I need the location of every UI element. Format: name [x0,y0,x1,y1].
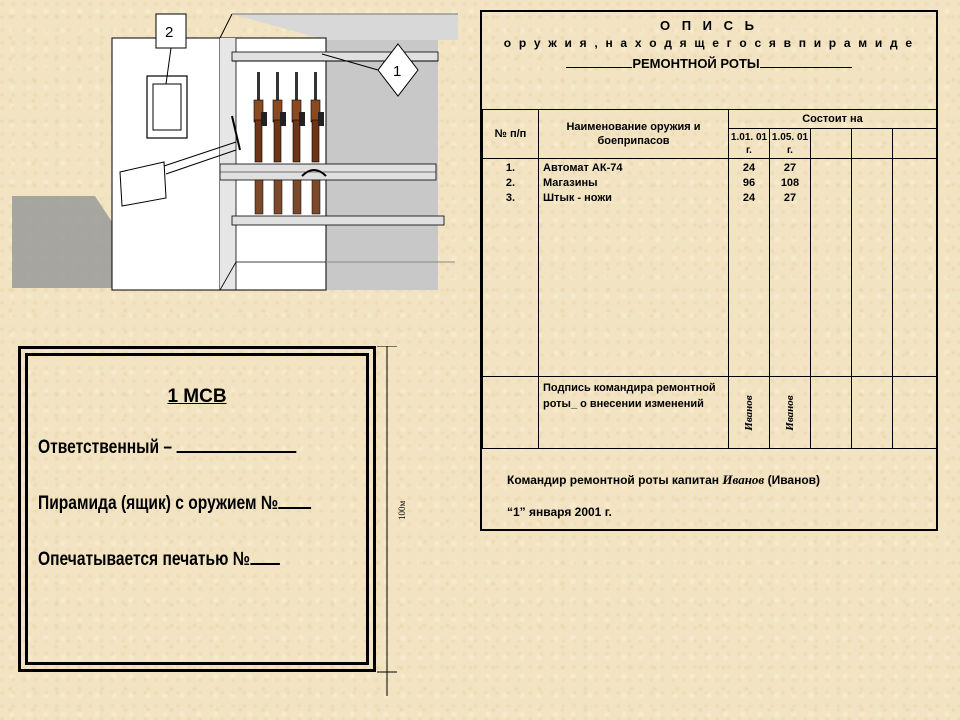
inventory-unit-line [482,56,936,71]
plate-seal: Опечатывается печатью № [38,549,251,570]
column-state: Состоит на [729,110,937,129]
signature-1: Иванов [743,394,755,431]
weapon-inventory-document [480,10,938,531]
values-date-2: 27 108 27 [770,159,811,377]
plate-pyramid-line [38,493,311,515]
commander-text: Командир ремонтной роты капитан [507,473,720,487]
inventory-table [482,109,937,449]
signature-row [483,377,937,449]
plate-responsible-line [38,437,296,459]
signature-label: Подпись командира ремонтной роты_ о внесении изменений [539,377,729,449]
shelf-bottom [232,216,444,225]
signature-empty [811,377,852,449]
commander-name: (Иванов) [767,473,821,487]
column-date-2: 1.05. 01 г. [770,129,811,159]
column-date-empty [893,129,937,159]
svg-text:2: 2 [165,24,174,41]
plate-seal-line [38,549,280,571]
signature-empty [852,377,893,449]
values-empty [852,159,893,377]
inventory-title: О П И С Ь [660,18,758,33]
values-empty [893,159,937,377]
row-numbers: 1. 2. 3. [483,159,539,377]
column-date-empty [852,129,893,159]
row-names: Автомат АК-74 Магазины Штык - ножи [539,159,729,377]
pyramid-shadow [12,196,112,288]
inventory-date: “1” января 2001 г. [507,505,612,519]
signature-2: Иванов [784,394,796,431]
signature-num-empty [483,377,539,449]
shelf-middle [220,164,436,180]
column-number: № п/п [483,110,539,159]
inventory-unit: РЕМОНТНОЙ РОТЫ [632,56,760,71]
plate-unit: 1 МСВ [167,386,227,407]
table-row [483,159,937,377]
values-date-1: 24 96 24 [729,159,770,377]
plate-pyramid: Пирамида (ящик) с оружием № [38,493,279,514]
commander-line [507,472,820,488]
inventory-footer [482,448,936,529]
column-date-1: 1.01. 01 г. [729,129,770,159]
commander-signature: Иванов [722,472,765,487]
weapon-pyramid-illustration [0,0,460,300]
column-date-empty [811,129,852,159]
column-name: Наименование оружия и боеприпасов [539,110,729,159]
dimension-label: 100м [397,500,407,520]
plate-responsible: Ответственный – [38,437,173,458]
cabinet-top-shadow [232,14,458,40]
signature-cell-1 [729,377,770,449]
signature-cell-2 [770,377,811,449]
signature-empty [893,377,937,449]
inventory-header [482,12,936,109]
inventory-subtitle: о р у ж и я , н а х о д я щ е г о с я в п и р а м и д е [503,36,915,50]
pyramid-label-plate [18,346,376,672]
values-empty [811,159,852,377]
dimension-marker [375,346,405,696]
svg-text:1: 1 [393,63,402,80]
